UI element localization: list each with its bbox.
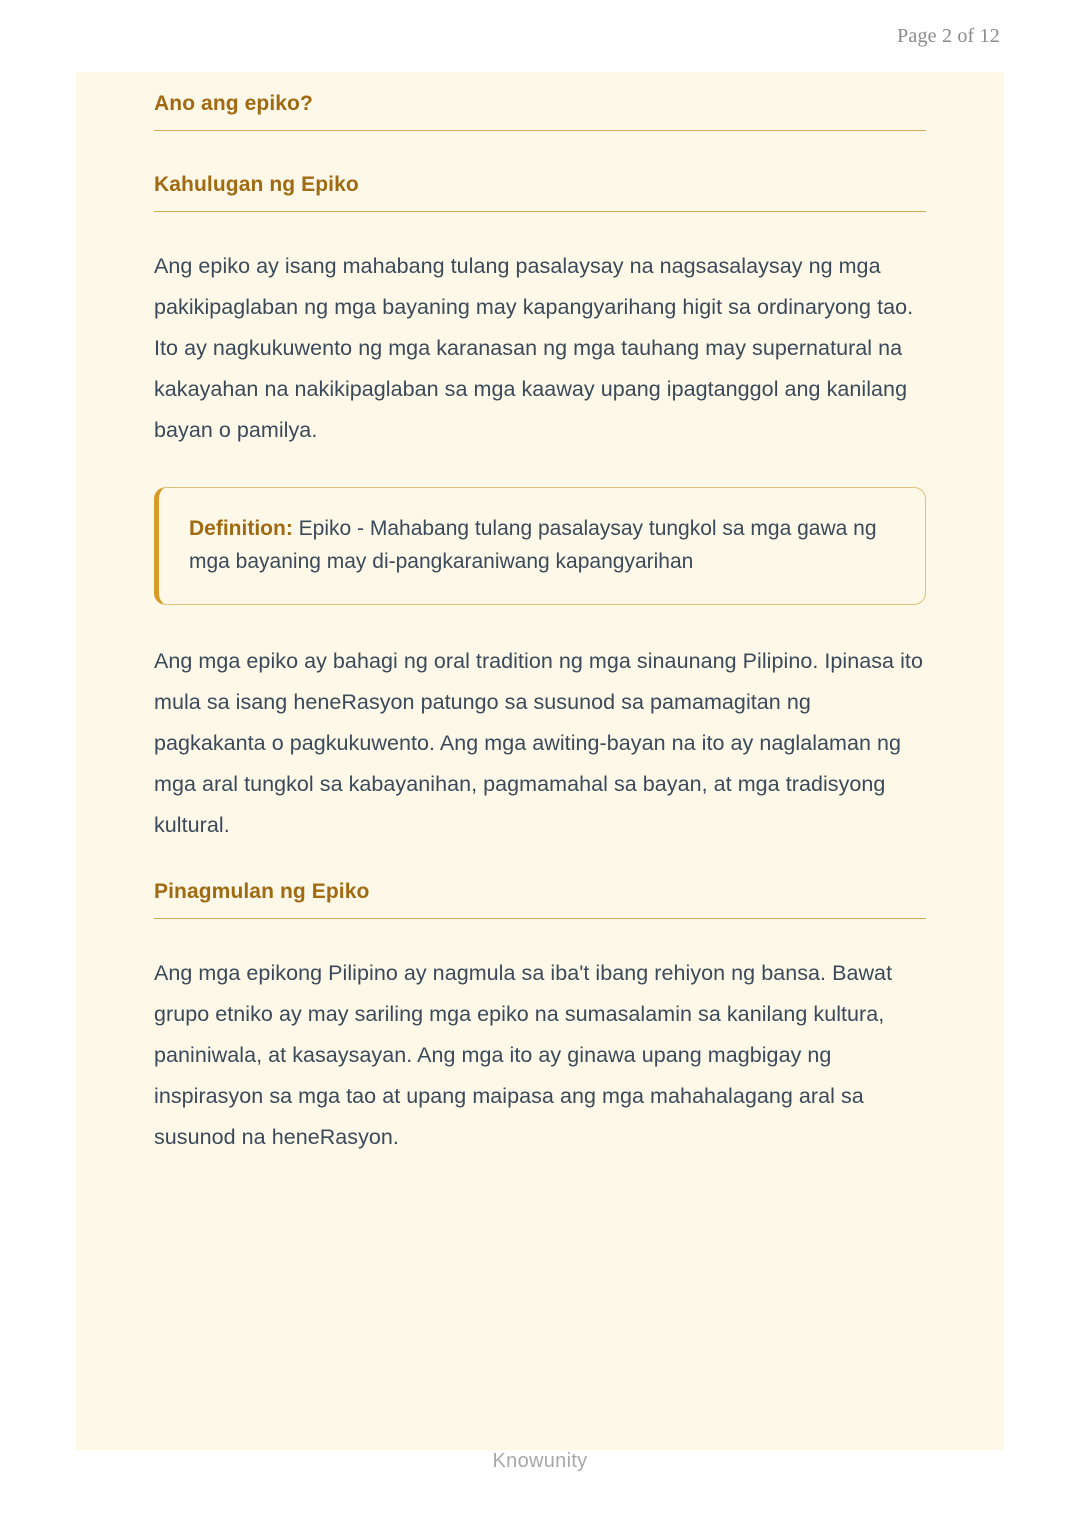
- paragraph-kahulugan-1: Ang epiko ay isang mahabang tulang pasalaysay na nagsasalaysay ng mga pakikipaglaban ng mga bayaning may kapangyarihang higit sa ordinaryong tao. Ito ay nagkukuwento ng mga karanasan ng mga tauhang may supernatural na kakayahan na nakikipaglaban sa mga kaaway upang ipagtanggol ang kanilang bayan o pamilya.: [154, 254, 914, 442]
- definition-label: Definition:: [189, 517, 293, 540]
- section-heading-pinagmulan: Pinagmulan ng Epiko: [154, 880, 370, 903]
- definition-text: Epiko - Mahabang tulang pasalaysay tungkol sa mga gawa ng mga bayaning may di-pangkaraniwang kapangyarihan: [189, 517, 877, 573]
- document-sheet: [76, 72, 1004, 1450]
- spacer: [154, 212, 926, 246]
- page-number-label: Page 2 of 12: [897, 24, 1000, 47]
- spacer: [154, 846, 926, 880]
- section-heading-kahulugan: Kahulugan ng Epiko: [154, 173, 359, 196]
- footer: [0, 1450, 1080, 1473]
- spacer: [154, 131, 926, 173]
- spacer: [154, 919, 926, 953]
- definition-callout: [154, 487, 926, 605]
- paragraph-pinagmulan-1: Ang mga epikong Pilipino ay nagmula sa iba't ibang rehiyon ng bansa. Bawat grupo etniko ay may sariling mga epiko na sumasalamin sa kanilang kultura, paniniwala, at kasaysayan. Ang mga ito ay ginawa upang magbigay ng inspirasyon sa mga tao at upang maipasa ang mga mahahalagang aral sa susunod na heneRasyon.: [154, 961, 893, 1149]
- definition-callout-text: [189, 512, 897, 578]
- paragraph-kahulugan-2: Ang mga epiko ay bahagi ng oral tradition ng mga sinaunang Pilipino. Ipinasa ito mula sa isang heneRasyon patungo sa susunod sa pamamagitan ng pagkakanta o pagkukuwento. Ang mga awiting-bayan na ito ay naglalaman ng mga aral tungkol sa kabayanihan, pagmamahal sa bayan, at mga tradisyong kultural.: [154, 649, 923, 837]
- brand-label: Knowunity: [492, 1450, 588, 1472]
- page-header: [0, 0, 1080, 72]
- page-title: Ano ang epiko?: [154, 92, 313, 115]
